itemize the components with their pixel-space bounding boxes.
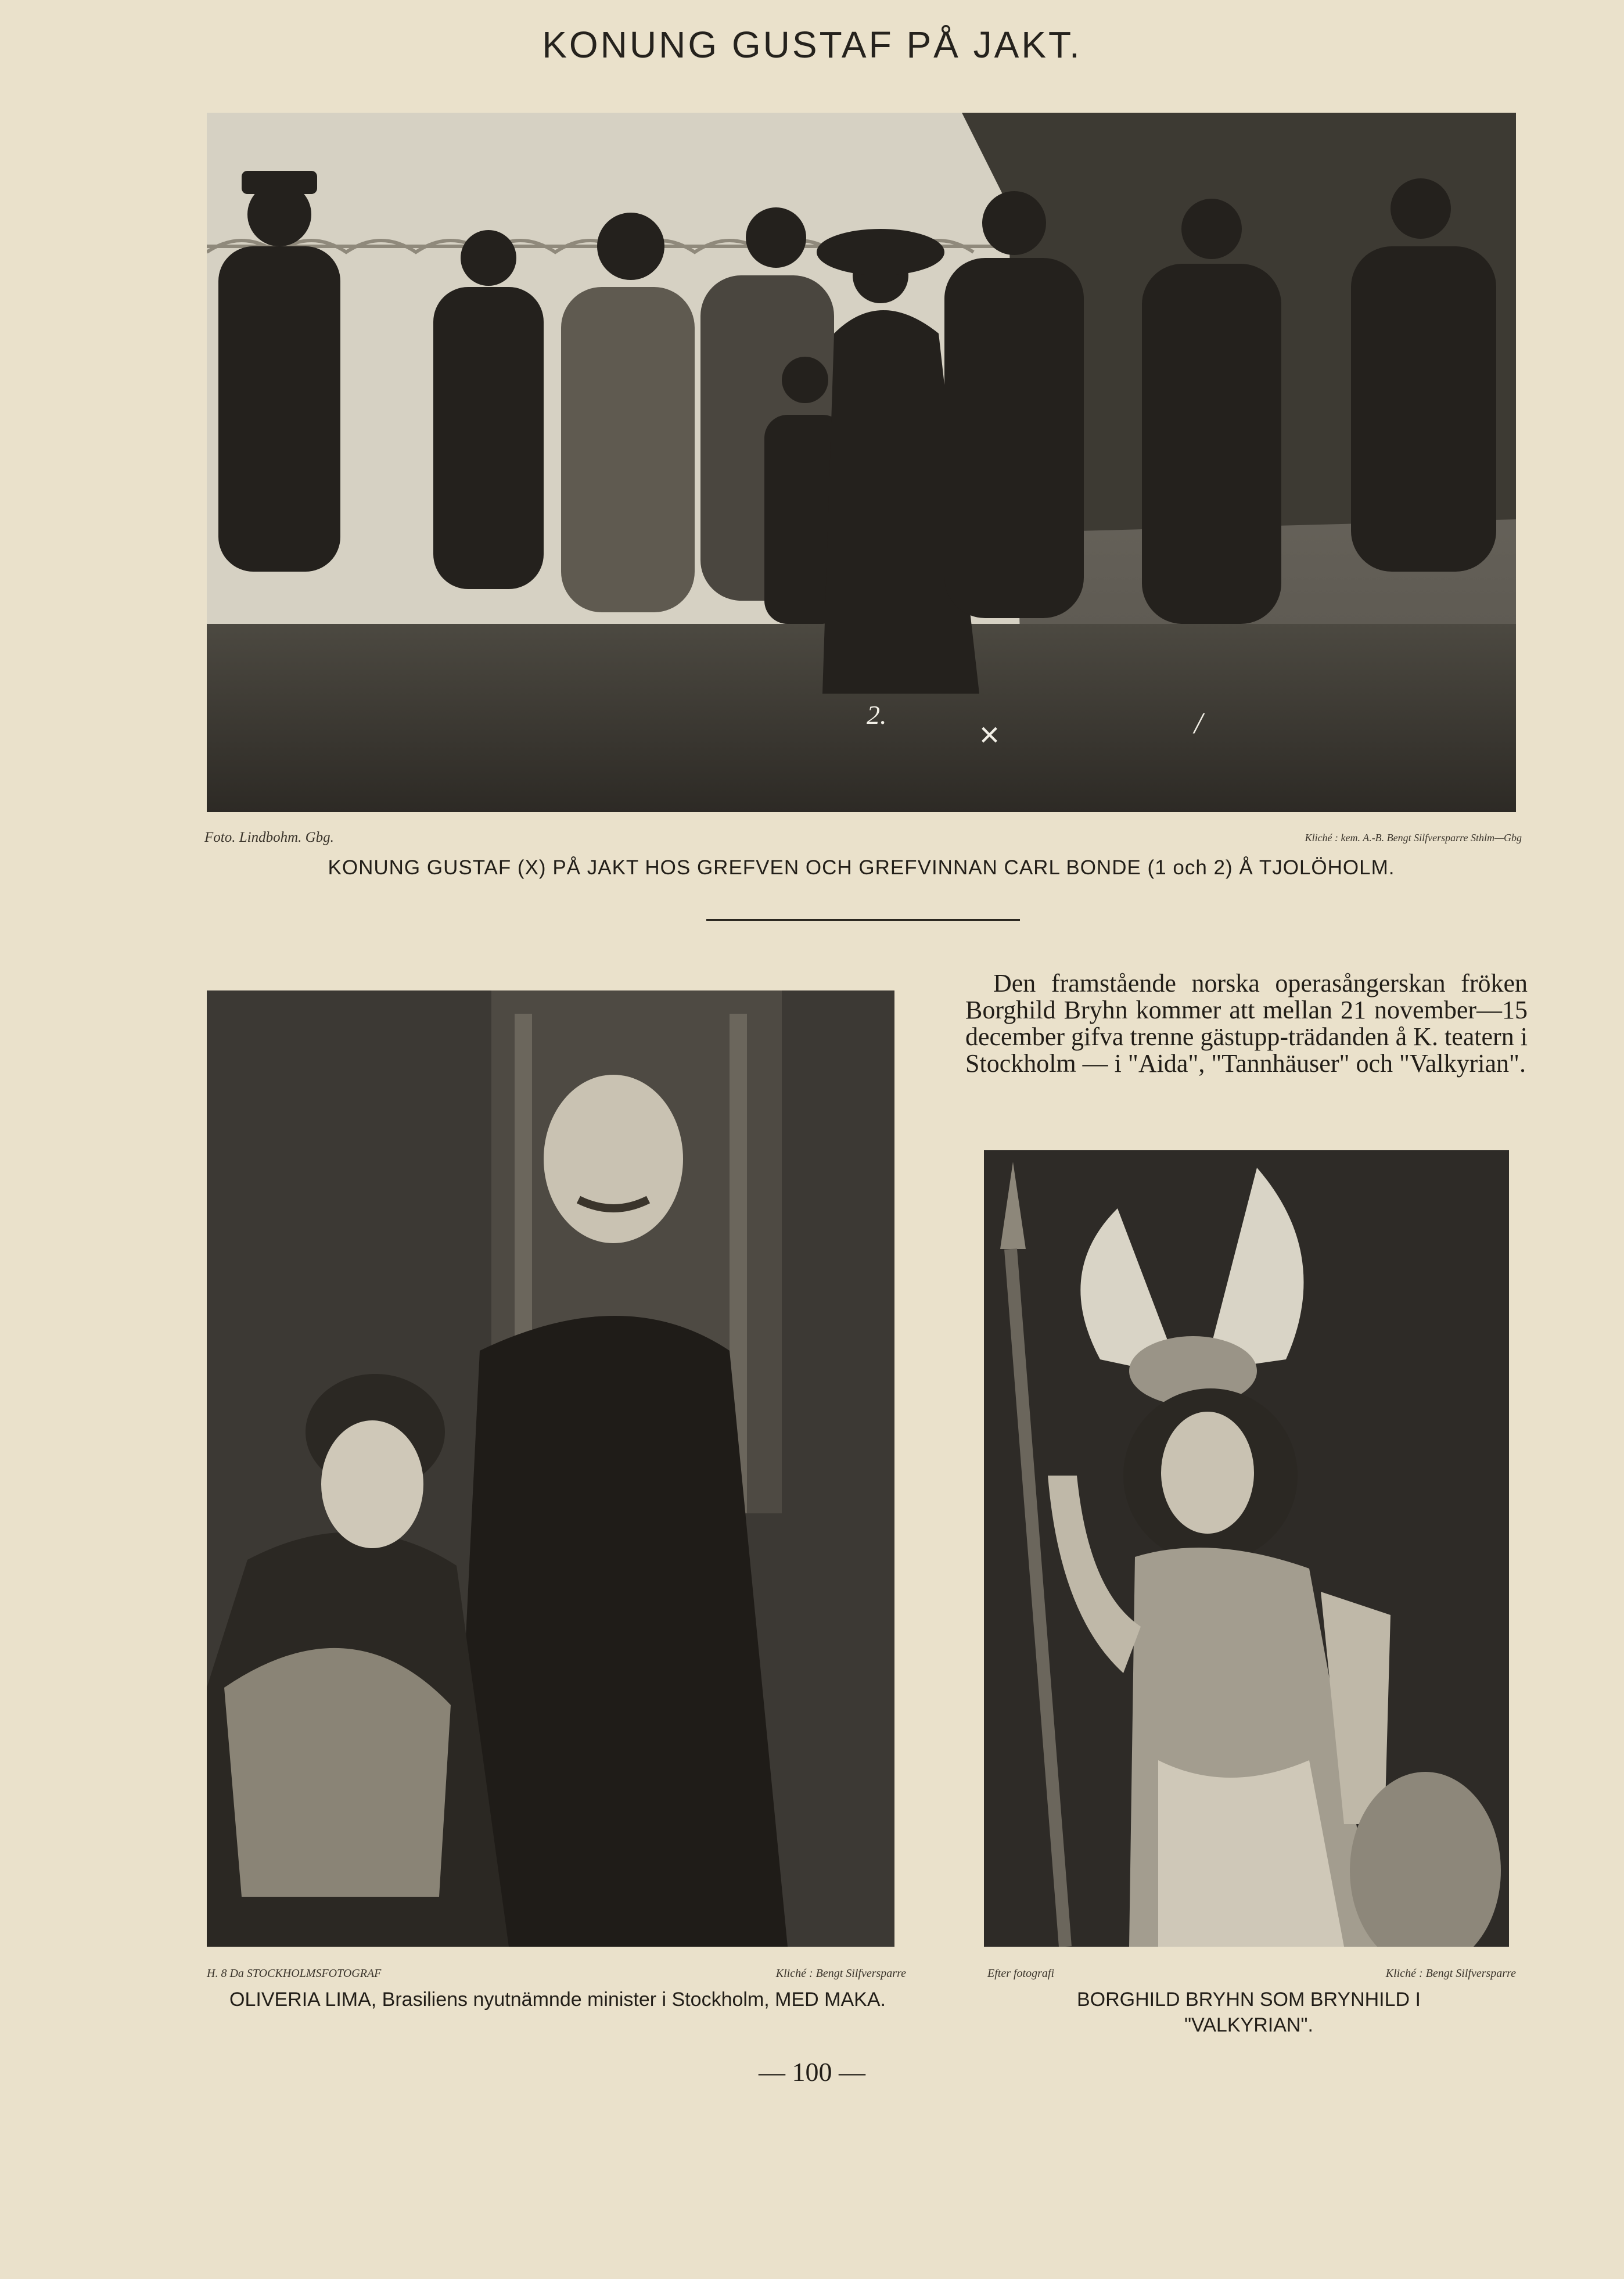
mark-count-2: 2. — [867, 700, 887, 730]
mark-king-x: × — [979, 715, 1000, 754]
bryhn-photo-caption: BORGHILD BRYHN SOM BRYNHILD I "VALKYRIAN". — [1077, 1989, 1421, 2036]
page-title: KONUNG GUSTAF PÅ JAKT. — [542, 24, 1082, 66]
bryhn-article-text: Den framstående norska operasångerskan fröken Borghild Bryhn kommer att mellan 21 november—15 december gifva trenne gästupp-trädanden å K. teatern i Stockholm — i "Aida", "Tannhäuser" och "Valkyrian". — [965, 969, 1528, 1078]
bryhn-article — [965, 970, 1528, 1077]
lima-cliche-credit: Kliché : Bengt Silfversparre — [775, 1967, 906, 1980]
hunt-cliche-credit: Kliché : kem. A.-B. Bengt Silfversparre Sthlm—Gbg — [1305, 832, 1522, 844]
bryhn-photo-credit: Efter fotografi — [987, 1967, 1054, 1980]
bryhn-valkyrie-photo — [984, 1150, 1509, 1947]
hunt-photo-credit: Foto. Lindbohm. Gbg. — [204, 830, 334, 845]
page-number: — 100 — — [759, 2057, 865, 2087]
mark-count-1: / — [1194, 707, 1203, 740]
lima-portrait-photo — [207, 990, 894, 1947]
hunt-photo-caption: KONUNG GUSTAF (X) PÅ JAKT HOS GREFVEN OCH GREFVINNAN CARL BONDE (1 och 2) Å TJOLÖHOLM. — [328, 856, 1395, 879]
hunt-group-photo — [207, 113, 1516, 812]
lima-photo-caption: OLIVERIA LIMA, Brasiliens nyutnämnde minister i Stockholm, MED MAKA. — [229, 1989, 886, 2011]
lima-photo-credit: H. 8 Da STOCKHOLMSFOTOGRAF — [207, 1967, 382, 1980]
section-divider — [706, 919, 1020, 921]
bryhn-cliche-credit: Kliché : Bengt Silfversparre — [1385, 1967, 1516, 1980]
